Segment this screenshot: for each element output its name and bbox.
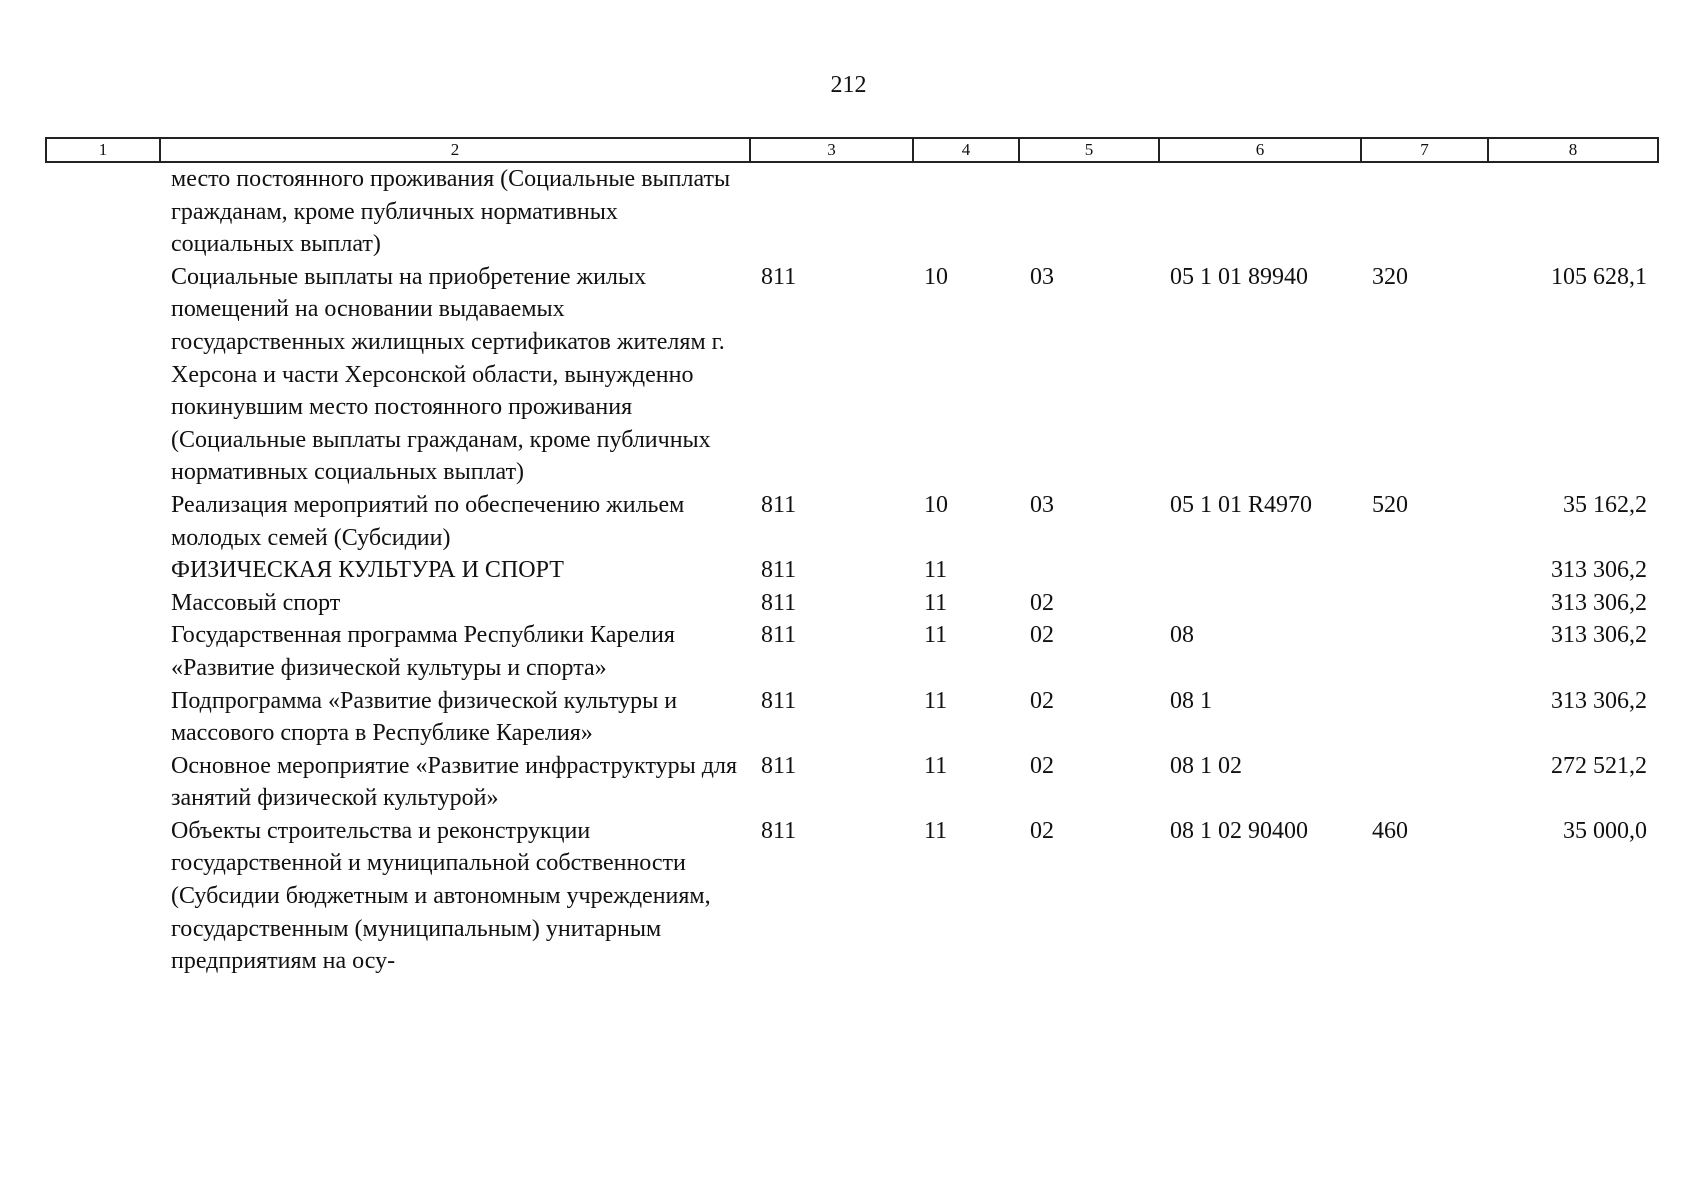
table-row <box>46 587 1658 620</box>
column-number: 3 <box>750 138 913 162</box>
row-csr <box>1159 587 1361 620</box>
row-sum: 272 521,2 <box>1551 752 1647 779</box>
row-csr <box>1159 162 1361 261</box>
row-name: Государственная программа Республики Карелия «Развитие физической культуры и спорта» <box>171 622 675 681</box>
row-rz: 11 <box>924 752 948 779</box>
column-number-row <box>46 138 1658 162</box>
row-pr <box>1019 554 1159 587</box>
row-rz: 10 <box>924 263 948 290</box>
row-rz: 11 <box>924 687 948 714</box>
row-name: место постоянного проживания (Социальные выплаты гражданам, кроме публичных нормативных социальных выплат) <box>171 166 731 258</box>
row-gr: 811 <box>761 491 797 518</box>
row-name: Реализация мероприятий по обеспечению жильем молодых семей (Субсидии) <box>171 491 685 551</box>
row-rz: 11 <box>924 589 948 616</box>
row-sum: 35 000,0 <box>1563 817 1647 844</box>
row-spacer <box>46 554 160 587</box>
row-vr <box>1361 554 1488 587</box>
row-gr: 811 <box>761 263 797 290</box>
table-row <box>46 261 1658 489</box>
row-sum: 313 306,2 <box>1551 622 1647 649</box>
column-number: 8 <box>1488 138 1658 162</box>
row-vr: 460 <box>1372 817 1408 844</box>
row-vr: 320 <box>1372 263 1408 290</box>
row-spacer <box>46 815 160 978</box>
column-number: 7 <box>1361 138 1488 162</box>
column-number: 2 <box>160 138 750 162</box>
table-row <box>46 162 1658 261</box>
row-spacer <box>46 685 160 750</box>
row-spacer <box>46 261 160 489</box>
row-csr: 08 1 02 <box>1170 752 1242 779</box>
table-row <box>46 619 1658 684</box>
row-sum: 105 628,1 <box>1551 263 1647 290</box>
row-pr: 02 <box>1030 589 1054 616</box>
row-name: Основное мероприятие «Развитие инфраструктуры для занятий физической культурой» <box>171 752 738 812</box>
row-csr: 08 1 02 90400 <box>1170 817 1308 844</box>
row-csr: 05 1 01 89940 <box>1170 263 1308 290</box>
budget-table <box>45 137 1659 978</box>
row-pr <box>1019 162 1159 261</box>
column-number: 5 <box>1019 138 1159 162</box>
row-pr: 02 <box>1030 817 1054 844</box>
column-number: 6 <box>1159 138 1361 162</box>
row-rz: 11 <box>924 557 948 584</box>
row-spacer <box>46 489 160 554</box>
row-name: Подпрограмма «Развитие физической культуры и массового спорта в Республике Карелия» <box>171 687 678 747</box>
row-spacer <box>46 750 160 815</box>
column-number: 1 <box>46 138 160 162</box>
row-spacer <box>46 162 160 261</box>
row-gr: 811 <box>761 557 797 584</box>
row-pr: 03 <box>1030 263 1054 290</box>
row-pr: 02 <box>1030 622 1054 649</box>
row-gr: 811 <box>761 589 797 616</box>
table-row <box>46 489 1658 554</box>
row-gr: 811 <box>761 622 797 649</box>
row-sum: 313 306,2 <box>1551 589 1647 616</box>
row-gr: 811 <box>761 752 797 779</box>
table-row <box>46 685 1658 750</box>
row-rz <box>913 162 1019 261</box>
row-gr: 811 <box>761 817 797 844</box>
page-number: 212 <box>830 72 867 98</box>
row-rz: 11 <box>924 817 948 844</box>
column-number: 4 <box>913 138 1019 162</box>
row-name: Массовый спорт <box>171 589 341 616</box>
row-sum: 313 306,2 <box>1551 557 1647 584</box>
row-vr <box>1361 619 1488 684</box>
row-spacer <box>46 587 160 620</box>
row-vr <box>1361 750 1488 815</box>
row-rz: 11 <box>924 622 948 649</box>
table-row <box>46 750 1658 815</box>
row-name: Социальные выплаты на приобретение жилых помещений на основании выдаваемых государственных жилищных сертификатов жителям г. Херсона и части Херсонской области, вынужденно покинувшим место постоянного проживания (Социальные выплаты гражданам, кроме публичных нормативных социальных выплат) <box>171 263 725 486</box>
row-sum: 35 162,2 <box>1563 491 1647 518</box>
row-name: ФИЗИЧЕСКАЯ КУЛЬТУРА И СПОРТ <box>171 557 564 584</box>
row-csr <box>1159 554 1361 587</box>
row-vr <box>1361 685 1488 750</box>
row-sum: 313 306,2 <box>1551 687 1647 714</box>
row-csr: 08 1 <box>1170 687 1212 714</box>
row-vr <box>1361 162 1488 261</box>
row-pr: 02 <box>1030 752 1054 779</box>
table-row <box>46 554 1658 587</box>
row-spacer <box>46 619 160 684</box>
row-csr: 05 1 01 R4970 <box>1170 491 1313 518</box>
row-name: Объекты строительства и реконструкции государственной и муниципальной собственности (Субсидии бюджетным и автономным учреждениям, государственным (муниципальным) унитарным предприятиям на осу- <box>171 817 711 975</box>
row-sum <box>1488 162 1658 261</box>
row-vr: 520 <box>1372 491 1408 518</box>
row-vr <box>1361 587 1488 620</box>
row-rz: 10 <box>924 491 948 518</box>
row-pr: 03 <box>1030 491 1054 518</box>
row-pr: 02 <box>1030 687 1054 714</box>
row-gr: 811 <box>761 687 797 714</box>
table-row <box>46 815 1658 978</box>
row-gr <box>750 162 913 261</box>
row-csr: 08 <box>1170 622 1194 649</box>
